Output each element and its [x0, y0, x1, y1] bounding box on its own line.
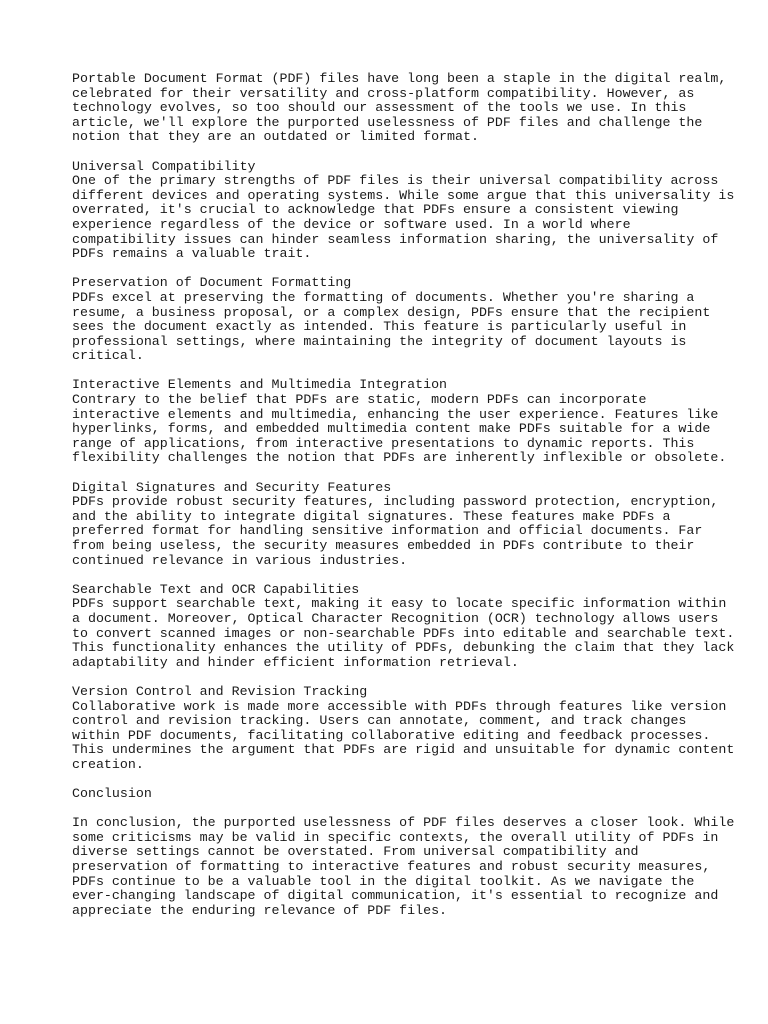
- conclusion-paragraph: [72, 815, 735, 918]
- conclusion-line: preservation of formatting to interactive features and robust security measures,: [72, 859, 711, 875]
- section-line: overrated, it's crucial to acknowledge that PDFs ensure a consistent viewing: [72, 202, 679, 218]
- section-line: PDFs support searchable text, making it easy to locate specific information within: [72, 596, 727, 612]
- conclusion-heading: Conclusion: [72, 786, 152, 802]
- intro-line: notion that they are an outdated or limited format.: [72, 129, 479, 145]
- section-heading: Interactive Elements and Multimedia Integration: [72, 377, 448, 393]
- section-interactive-elements: [72, 377, 727, 466]
- intro-line: technology evolves, so too should our assessment of the tools we use. In this: [72, 100, 687, 116]
- section-line: within PDF documents, facilitating collaborative editing and feedback processes.: [72, 727, 711, 743]
- section-universal-compatibility: [72, 158, 735, 262]
- section-heading: Searchable Text and OCR Capabilities: [72, 581, 360, 597]
- section-line: experience regardless of the device or software used. In a world where: [72, 216, 631, 232]
- conclusion-line: diverse settings cannot be overstated. From universal compatibility and: [72, 844, 639, 860]
- section-line: different devices and operating systems. While some argue that this universality is: [72, 187, 735, 203]
- section-line: a document. Moreover, Optical Character Recognition (OCR) technology allows users: [72, 610, 719, 626]
- section-line: PDFs excel at preserving the formatting of documents. Whether you're sharing a: [72, 289, 695, 305]
- section-line: and the ability to integrate digital signatures. These features make PDFs a: [72, 508, 671, 524]
- section-line: to convert scanned images or non-searchable PDFs into editable and searchable text.: [72, 625, 735, 641]
- section-line: PDFs provide robust security features, including password protection, encryption,: [72, 494, 719, 510]
- section-line: Contrary to the belief that PDFs are static, modern PDFs can incorporate: [72, 392, 647, 408]
- section-line: range of applications, from interactive presentations to dynamic reports. This: [72, 435, 695, 451]
- section-version-control: [72, 683, 735, 773]
- section-line: from being useless, the security measures embedded in PDFs contribute to their: [72, 538, 695, 553]
- conclusion-line: appreciate the enduring relevance of PDF files.: [72, 902, 448, 918]
- conclusion-heading-block: [72, 787, 712, 802]
- section-heading: Version Control and Revision Tracking: [72, 683, 368, 699]
- section-heading: Preservation of Document Formatting: [72, 275, 352, 291]
- intro-paragraph: [72, 71, 727, 145]
- section-line: resume, a business proposal, or a complex design, PDFs ensure that the recipient: [72, 304, 711, 320]
- section-preservation-of-formatting: [72, 276, 712, 364]
- intro-line: article, we'll explore the purported uselessness of PDF files and challenge the: [72, 114, 703, 130]
- section-line: preferred format for handling sensitive information and official documents. Far: [72, 523, 703, 539]
- conclusion-line: PDFs continue to be a valuable tool in the digital toolkit. As we navigate the: [72, 873, 695, 889]
- section-line: Collaborative work is made more accessible with PDFs through features like version: [72, 698, 727, 714]
- conclusion-line: some criticisms may be valid in specific contexts, the overall utility of PDFs in: [72, 829, 719, 845]
- section-line: flexibility challenges the notion that PDFs are inherently inflexible or obsolete.: [72, 450, 727, 466]
- section-line: critical.: [72, 348, 144, 364]
- conclusion-line: In conclusion, the purported uselessness of PDF files deserves a closer look. While: [72, 815, 735, 831]
- section-line: This functionality enhances the utility of PDFs, debunking the claim that they lack: [72, 640, 735, 656]
- section-line: interactive elements and multimedia, enhancing the user experience. Features like: [72, 406, 719, 422]
- section-line: professional settings, where maintaining the integrity of document layouts is: [72, 333, 687, 349]
- section-line: adaptability and hinder efficient information retrieval.: [72, 654, 519, 670]
- intro-line: Portable Document Format (PDF) files have long been a staple in the digital realm,: [72, 71, 727, 86]
- conclusion-line: ever-changing landscape of digital communication, it's essential to recognize and: [72, 888, 719, 904]
- section-line: control and revision tracking. Users can annotate, comment, and track changes: [72, 713, 687, 729]
- section-line: PDFs remains a valuable trait.: [72, 246, 312, 262]
- section-line: hyperlinks, forms, and embedded multimedia content make PDFs suitable for a wide: [72, 421, 711, 437]
- section-line: sees the document exactly as intended. This feature is particularly useful in: [72, 319, 687, 335]
- section-line: compatibility issues can hinder seamless information sharing, the universality of: [72, 231, 719, 247]
- section-digital-signatures: [72, 479, 719, 569]
- section-line: One of the primary strengths of PDF files is their universal compatibility across: [72, 173, 719, 189]
- section-line: creation.: [72, 756, 144, 772]
- section-line: This undermines the argument that PDFs are rigid and unsuitable for dynamic content: [72, 742, 735, 758]
- section-searchable-text: [72, 581, 735, 671]
- section-line: continued relevance in various industries.: [72, 552, 408, 568]
- section-heading: Universal Compatibility: [72, 158, 256, 174]
- section-heading: Digital Signatures and Security Features: [72, 479, 392, 495]
- document-page: [72, 71, 735, 933]
- intro-line: celebrated for their versatility and cross-platform compatibility. However, as: [72, 85, 695, 101]
